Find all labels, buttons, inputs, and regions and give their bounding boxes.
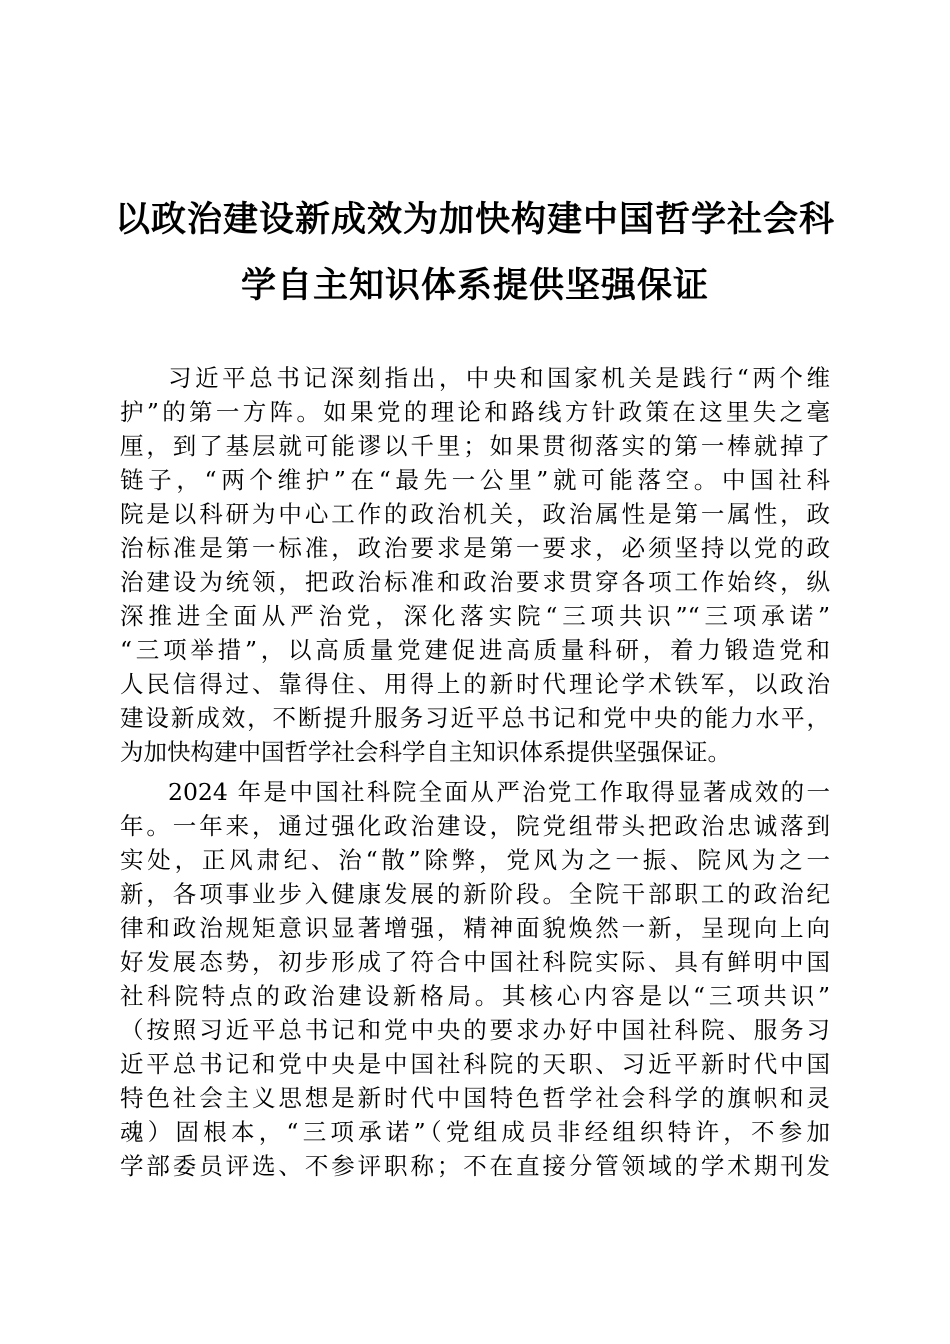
paragraph-line: 好发展态势，初步形成了符合中国社科院实际、具有鲜明中国	[120, 948, 830, 976]
paragraph-line: 律和政治规矩意识显著增强，精神面貌焕然一新，呈现向上向	[120, 914, 830, 942]
paragraph-line: 深推进全面从严治党，深化落实院“三项共识”“三项承诺”	[120, 602, 830, 630]
paragraph-line: 实处，正风肃纪、治“散”除弊，党风为之一振、院风为之一	[120, 846, 830, 874]
paragraph-line: 2024 年是中国社科院全面从严治党工作取得显著成效的一	[168, 778, 830, 806]
paragraph-line: 近平总书记和党中央是中国社科院的天职、习近平新时代中国	[120, 1050, 830, 1078]
document-title-line-1: 以政治建设新成效为加快构建中国哲学社会科	[114, 199, 835, 240]
document-title-line-2: 学自主知识体系提供坚强保证	[240, 265, 709, 306]
paragraph-line: 社科院特点的政治建设新格局。其核心内容是以“三项共识”	[120, 982, 830, 1010]
paragraph-line: 链子，“两个维护”在“最先一公里”就可能落空。中国社科	[120, 466, 830, 494]
paragraph-line: 建设新成效，不断提升服务习近平总书记和党中央的能力水平，	[120, 704, 830, 732]
paragraph-line: （按照习近平总书记和党中央的要求办好中国社科院、服务习	[120, 1016, 830, 1044]
paragraph-line: 护”的第一方阵。如果党的理论和路线方针政策在这里失之毫	[120, 398, 830, 426]
paragraph-line: 学部委员评选、不参评职称；不在直接分管领域的学术期刊发	[120, 1152, 830, 1180]
paragraph-line: 治标准是第一标准，政治要求是第一要求，必须坚持以党的政	[120, 534, 830, 562]
paragraph-line: 习近平总书记深刻指出，中央和国家机关是践行“两个维	[168, 364, 830, 392]
paragraph-line: 魂）固根本，“三项承诺”（党组成员非经组织特许，不参加	[120, 1118, 830, 1146]
paragraph-line: 人民信得过、靠得住、用得上的新时代理论学术铁军，以政治	[120, 670, 830, 698]
paragraph-line: 院是以科研为中心工作的政治机关，政治属性是第一属性，政	[120, 500, 830, 528]
paragraph-line: 厘，到了基层就可能谬以千里；如果贯彻落实的第一棒就掉了	[120, 432, 830, 460]
paragraph-line: 特色社会主义思想是新时代中国特色哲学社会科学的旗帜和灵	[120, 1084, 830, 1112]
paragraph-line: “三项举措”，以高质量党建促进高质量科研，着力锻造党和	[120, 636, 830, 664]
paragraph-line: 治建设为统领，把政治标准和政治要求贯穿各项工作始终，纵	[120, 568, 830, 596]
paragraph-line: 年。一年来，通过强化政治建设，院党组带头把政治忠诚落到	[120, 812, 830, 840]
paragraph-line: 为加快构建中国哲学社会科学自主知识体系提供坚强保证。	[120, 738, 731, 766]
paragraph-line: 新，各项事业步入健康发展的新阶段。全院干部职工的政治纪	[120, 880, 830, 908]
